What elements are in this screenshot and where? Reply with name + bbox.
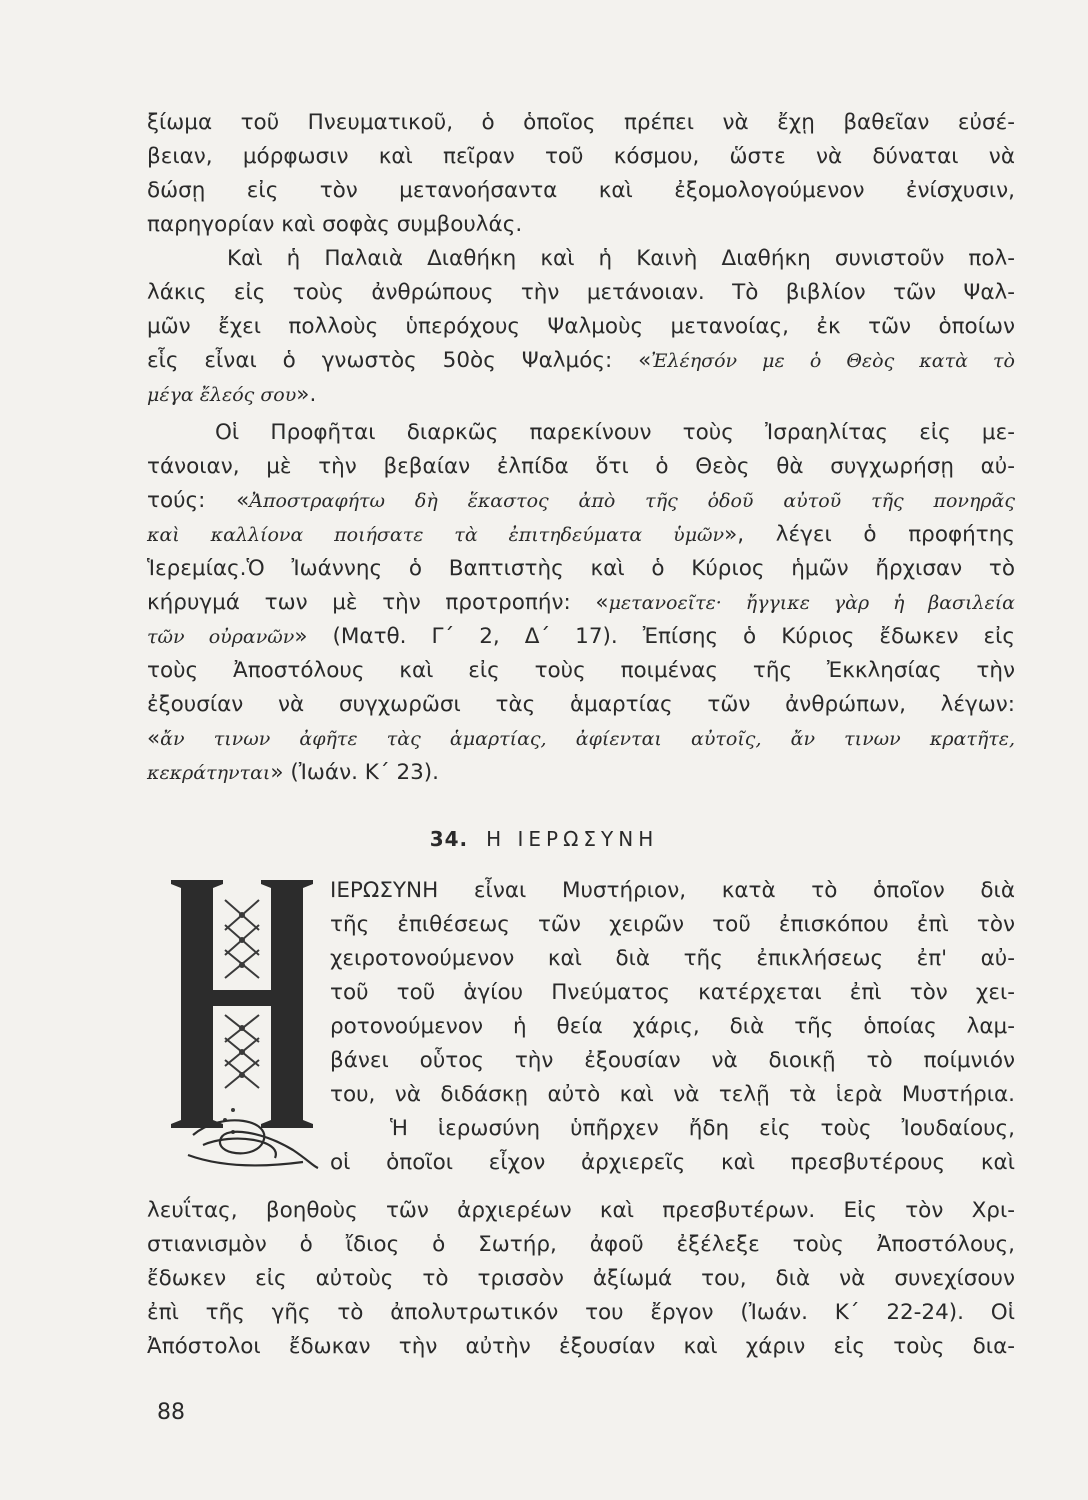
text-line: τῆς ἐπιθέσεως τῶν χειρῶν τοῦ ἐπισκόπου ἐπὶ τὸν [330,912,1015,937]
text-line [147,484,1015,518]
text-line [147,518,1015,552]
section-title: Η ΙΕΡΩΣΥΝΗ [486,827,659,851]
paragraph-continuation [147,106,1015,242]
quote-italic: μέγα ἔλεός σου [147,384,297,406]
quote-italic: Ἀποστραφήτω δὴ ἕκαστος ἀπὸ τῆς ὁδοῦ αὐτοῦ τῆς πονηρᾶς [249,490,1015,512]
quote-italic: τῶν οὐρανῶν [147,626,295,648]
text-line: ροτονούμενον ἡ θεία χάρις, διὰ τῆς ὁποίας λαμ- [330,1014,1015,1039]
text-line [147,586,1015,620]
text-line: Ἀπόστολοι ἔδωκαν τὴν αὐτὴν ἐξουσίαν καὶ χάριν εἰς τοὺς δια- [147,1334,1015,1359]
quote-italic: κεκράτηνται [147,762,271,784]
text-line: τάνοιαν, μὲ τὴν βεβαίαν ἐλπίδα ὅτι ὁ Θεὸς θὰ συγχωρήσῃ αὐ- [147,454,1015,479]
text-line: μῶν ἔχει πολλοὺς ὑπερόχους Ψαλμοὺς μετανοίας, ἐκ τῶν ὁποίων [147,314,1015,339]
text-line [147,344,1015,378]
quote-italic: μετανοεῖτε· ἤγγικε γὰρ ἡ βασιλεία [608,592,1015,614]
text-run: » (Ματθ. Γ΄ 2, Δ΄ 17). Ἐπίσης ὁ Κύριος ἔδωκεν εἰς [294,624,1015,649]
paragraph-priesthood [330,874,1015,1180]
quote-italic: Ἐλέησόν με ὁ Θεὸς κατὰ τὸ [651,350,1015,372]
text-run: « [147,726,161,751]
text-run: τούς: « [147,488,250,513]
text-line: ἐπὶ τῆς γῆς τὸ ἀπολυτρωτικόν του ἔργον (Ἰωάν. Κ΄ 22-24). Οἱ [147,1300,1015,1325]
text-line: χειροτονούμενον καὶ διὰ τῆς ἐπικλήσεως ἐπ' αὐ- [330,946,1015,971]
quote-italic: καὶ καλλίονα ποιήσατε τὰ ἐπιτηδεύματα ὑμῶν [147,524,725,546]
text-line: ἐξουσίαν νὰ συγχωρῶσι τὰς ἁμαρτίας τῶν ἀνθρώπων, λέγων: [147,692,1015,717]
text-line [147,756,1015,790]
text-line [147,378,1015,412]
text-run: ». [296,382,317,407]
text-line: Ἡ ἱερωσύνη ὑπῆρχεν ἤδη εἰς τοὺς Ἰουδαίους, [390,1116,1015,1141]
drop-cap-ornament [163,870,323,1170]
text-line [147,620,1015,654]
text-line: λευΐτας, βοηθοὺς τῶν ἀρχιερέων καὶ πρεσβυτέρων. Εἰς τὸν Χρι- [147,1198,1015,1223]
text-line: τοὺς Ἀποστόλους καὶ εἰς τοὺς ποιμένας τῆς Ἐκκλησίας τὴν [147,658,1015,683]
text-line: ξίωμα τοῦ Πνευματικοῦ, ὁ ὁποῖος πρέπει νὰ ἔχῃ βαθεῖαν εὐσέ- [147,110,1015,135]
text-run: κήρυγμά των μὲ τὴν προτροπήν: « [147,590,609,615]
text-line: βειαν, μόρφωσιν καὶ πεῖραν τοῦ κόσμου, ὥστε νὰ δύναται νὰ [147,144,1015,169]
text-line: Οἱ Προφῆται διαρκῶς παρεκίνουν τοὺς Ἰσραηλίτας εἰς με- [215,420,1015,445]
text-line [147,722,1015,756]
paragraph-prophets [147,416,1015,790]
text-line: τοῦ τοῦ ἁγίου Πνεύματος κατέρχεται ἐπὶ τὸν χει- [330,980,1015,1005]
section-heading [0,827,1088,851]
text-line: του, νὰ διδάσκῃ αὐτὸ καὶ νὰ τελῇ τὰ ἱερὰ Μυστήρια. [330,1082,1015,1107]
text-line: βάνει οὗτος τὴν ἐξουσίαν νὰ διοικῇ τὸ ποίμνιόν [330,1048,1015,1073]
text-line: λάκις εἰς τοὺς ἀνθρώπους τὴν μετάνοιαν. Τὸ βιβλίον τῶν Ψαλ- [147,280,1015,305]
page-number: 88 [157,1400,185,1425]
paragraph-jews [147,1194,1015,1364]
text-line: Καὶ ἡ Παλαιὰ Διαθήκη καὶ ἡ Καινὴ Διαθήκη συνιστοῦν πολ- [227,246,1015,271]
text-line: οἱ ὁποῖοι εἶχον ἀρχιερεῖς καὶ πρεσβυτέρους καὶ [330,1150,1015,1175]
quote-italic: ἄν τινων ἀφῆτε τὰς ἁμαρτίας, ἀφίενται αὐτοῖς, ἄν τινων κρατῆτε, [160,728,1015,750]
paragraph-psalms [147,242,1015,412]
text-line: παρηγορίαν καὶ σοφὰς συμβουλάς. [147,212,523,237]
text-line: δώσῃ εἰς τὸν μετανοήσαντα καὶ ἐξομολογούμενον ἐνίσχυσιν, [147,178,1015,203]
text-run: », λέγει ὁ προφήτης [724,522,1015,547]
text-line: στιανισμὸν ὁ ἴδιος ὁ Σωτήρ, ἀφοῦ ἐξέλεξε τοὺς Ἀποστόλους, [147,1232,1015,1257]
section-number: 34. [429,827,469,851]
text-run: εἷς εἶναι ὁ γνωστὸς 50ὸς Ψαλμός: « [147,348,652,373]
text-line: ἔδωκεν εἰς αὐτοὺς τὸ τρισσὸν ἀξίωμά του, διὰ νὰ συνεχίσουν [147,1266,1015,1291]
text-run: » (Ἰωάν. Κ΄ 23). [270,760,440,785]
text-line: Ἱερεμίας.Ὁ Ἰωάννης ὁ Βαπτιστὴς καὶ ὁ Κύριος ἡμῶν ἤρχισαν τὸ [147,556,1015,581]
text-line: ΙΕΡΩΣΥΝΗ εἶναι Μυστήριον, κατὰ τὸ ὁποῖον διὰ [330,878,1015,903]
